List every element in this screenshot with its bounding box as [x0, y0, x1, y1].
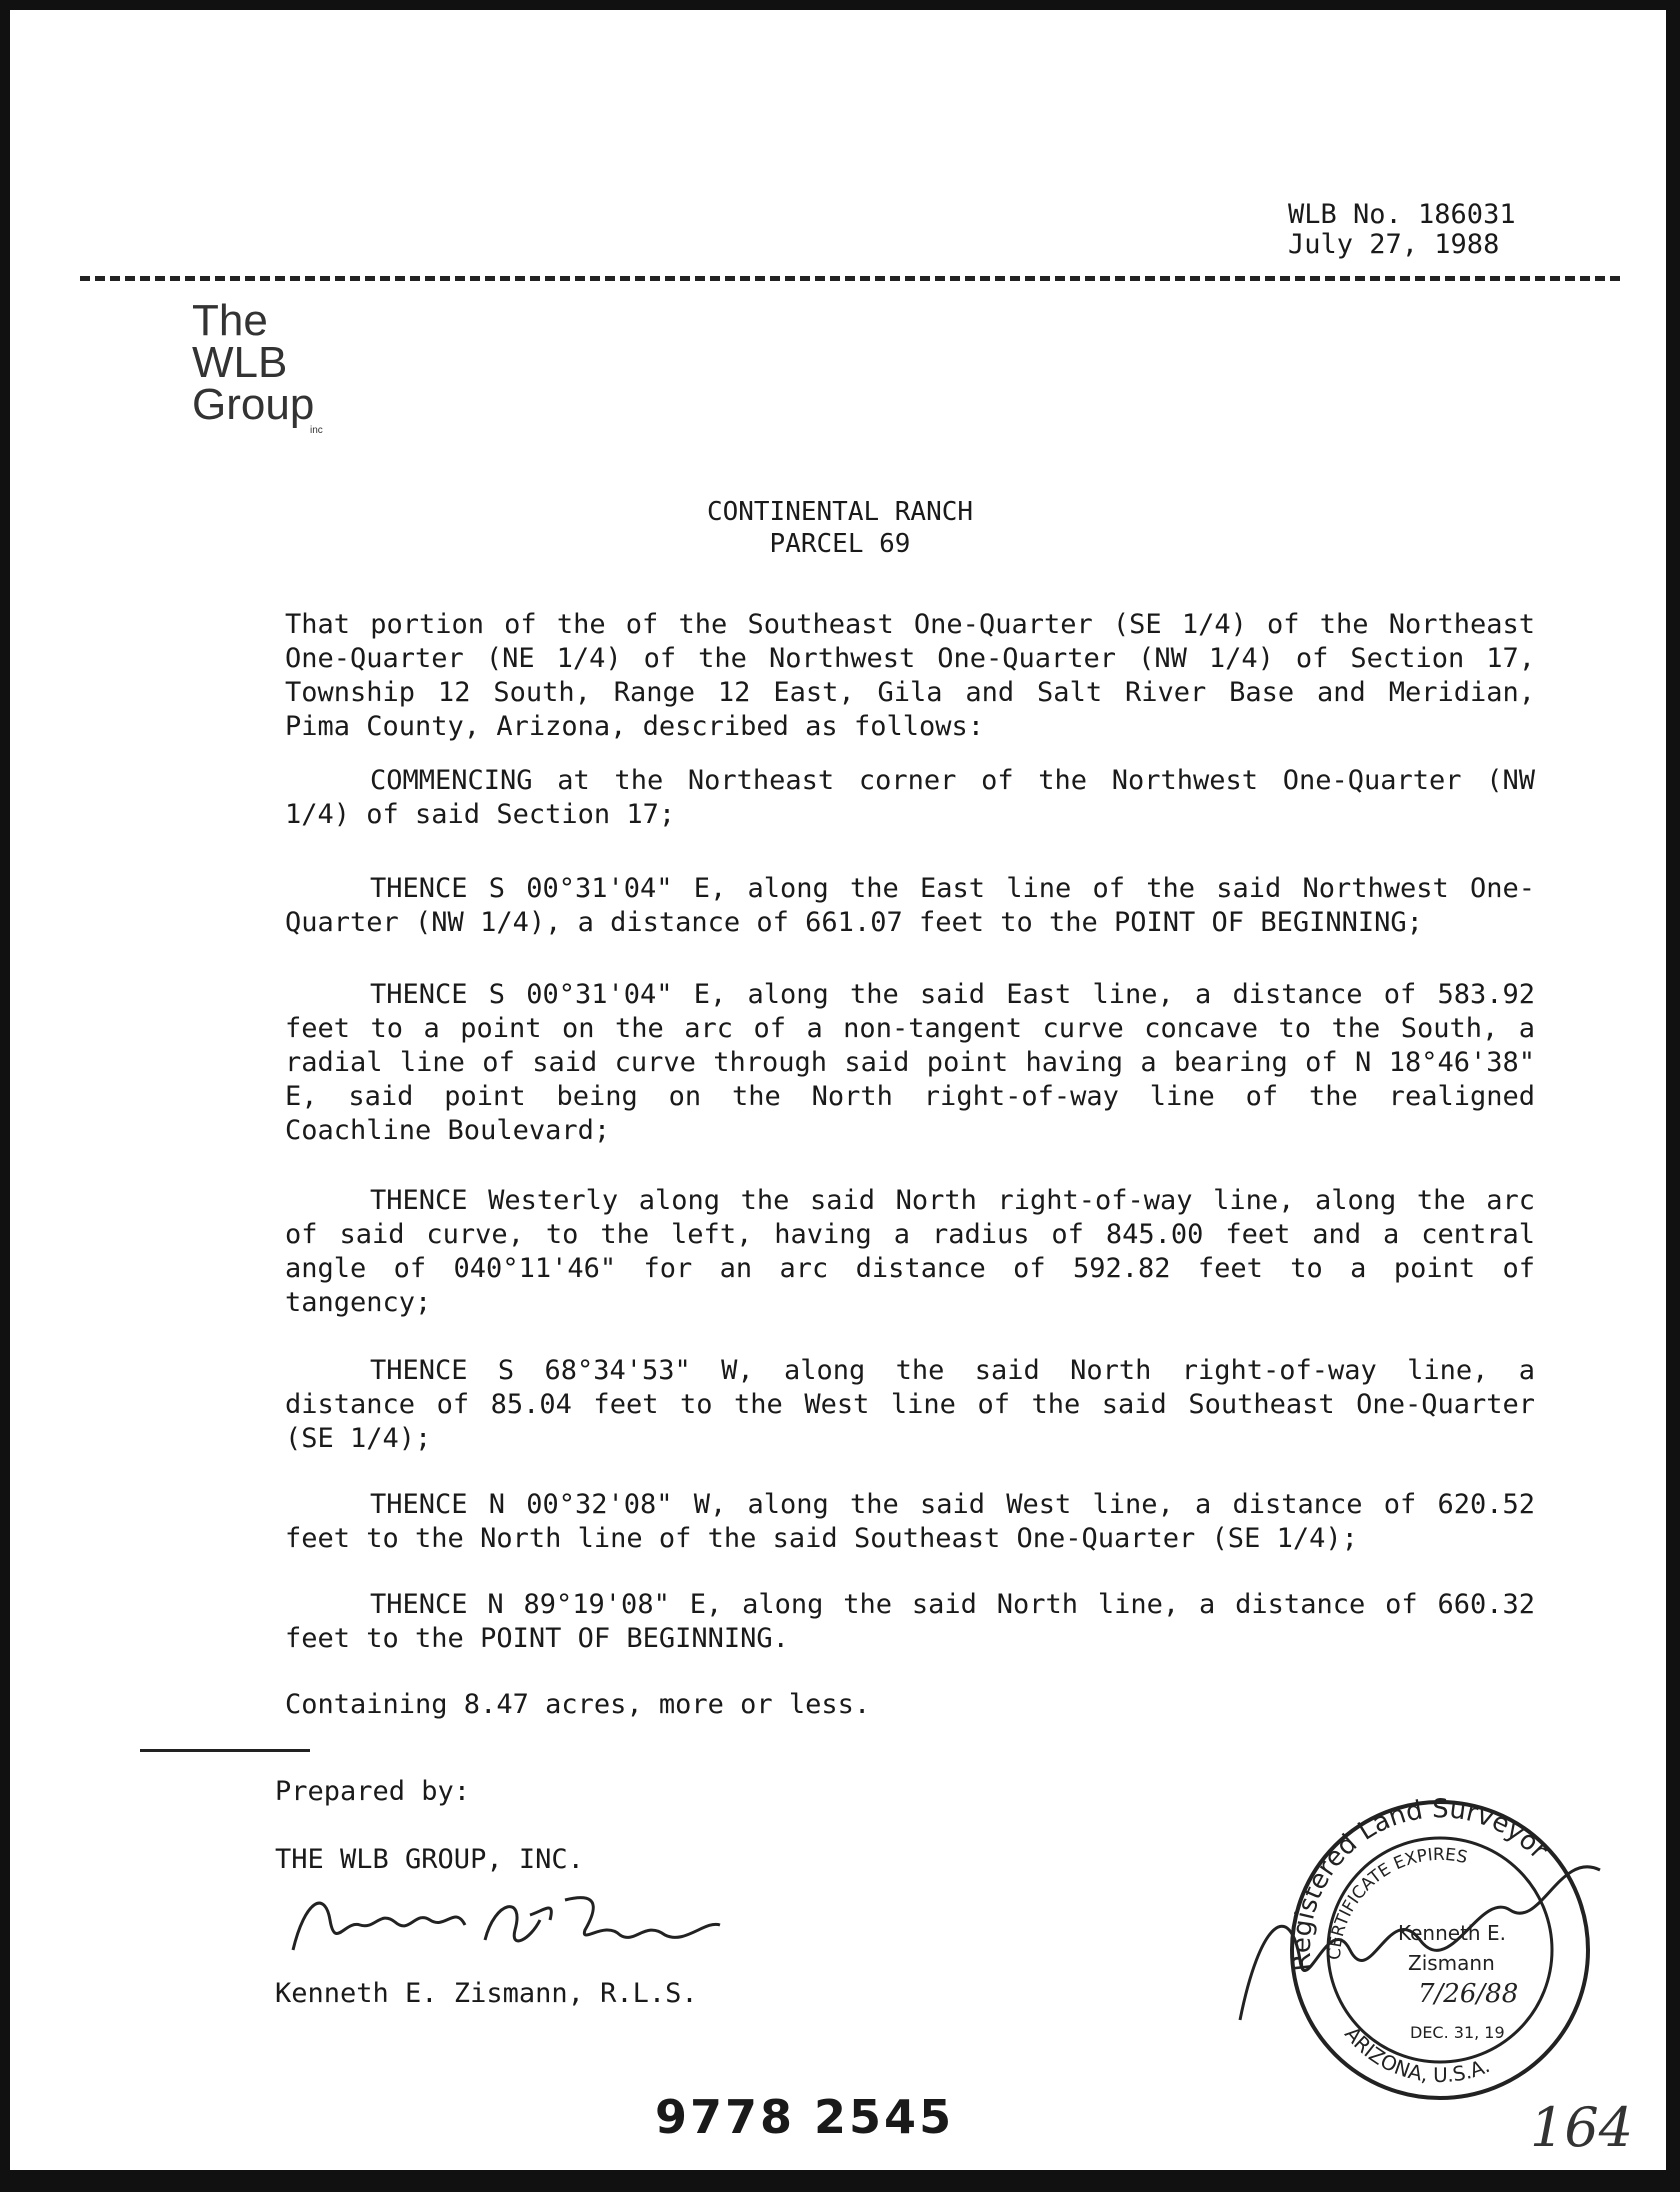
seal-outer-text: Registered Land Surveyor — [1286, 1794, 1554, 1973]
scan-border-right — [1666, 0, 1680, 2192]
document-date: July 27, 1988 — [1288, 229, 1500, 260]
paragraph-course-6: THENCE N 89°19'08" E, along the said North line, a distance of 660.32 feet to the POINT OF BEGINNING. — [285, 1589, 1535, 1654]
paragraph-commencing: COMMENCING at the Northeast corner of the Northwest One-Quarter (NW 1/4) of said Section 17; — [285, 765, 1535, 830]
separator-line — [140, 1749, 310, 1752]
title-line-2: PARCEL 69 — [769, 529, 911, 559]
scan-border-left — [0, 0, 10, 2192]
title-line-1: CONTINENTAL RANCH — [706, 497, 974, 527]
scan-border-top — [0, 0, 1680, 10]
paragraph-course-1: THENCE S 00°31'04" E, along the East line of the said Northwest One-Quarter (NW 1/4), a distance of 661.07 feet to the POINT OF BEGINNING; — [285, 873, 1535, 938]
prepared-by-label: Prepared by: — [275, 1776, 471, 1807]
company-logo — [192, 296, 323, 436]
prepared-by-company: THE WLB GROUP, INC. — [275, 1844, 584, 1875]
seal-state-text: ARIZONA, U.S.A. — [1339, 2021, 1494, 2088]
header-divider — [80, 276, 1620, 281]
paragraph-course-2: THENCE S 00°31'04" E, along the said East line, a distance of 583.92 feet to a point on the arc of a non-tangent curve concave to the South, a radial line of said curve through said point having a bearing of N 18°46'38" E, said point being on the North right-of-way line of the realigned Coachline Boulevard; — [285, 979, 1535, 1146]
logo-line-2: WLB — [192, 338, 288, 387]
handwritten-page-mark: 164 — [1530, 2096, 1634, 2159]
paragraph-intro: That portion of the of the Southeast One-Quarter (SE 1/4) of the Northeast One-Quarter (NE 1/4) of the Northwest One-Quarter (NW 1/4) of Section 17, Township 12 South, Range 12 East, Gila and Salt River Base and Meridian, Pima County, Arizona, described as follows: — [285, 609, 1535, 742]
seal-date: 7/26/88 — [1418, 1979, 1519, 2009]
paragraph-course-3: THENCE Westerly along the said North right-of-way line, along the arc of said curve, to the left, having a radius of 845.00 feet and a central angle of 040°11'46" for an arc distance of 592.82 feet to a point of tangency; — [285, 1185, 1535, 1318]
paragraph-course-4: THENCE S 68°34'53" W, along the said North right-of-way line, a distance of 85.04 feet to the West line of the said Southeast One-Quarter (SE 1/4); — [285, 1355, 1535, 1454]
seal-name-line-2: Zismann — [1408, 1951, 1495, 1975]
paragraph-area: Containing 8.47 acres, more or less. — [285, 1689, 871, 1720]
preparer-name: Kenneth E. Zismann, R.L.S. — [275, 1978, 698, 2009]
wlb-number: WLB No. 186031 — [1288, 199, 1516, 230]
seal-name-line-1: Kenneth E. — [1398, 1921, 1506, 1945]
document-reference — [1288, 200, 1516, 260]
signature-image — [285, 1880, 725, 1970]
scan-border-bottom — [0, 2170, 1680, 2192]
document-title — [640, 496, 1040, 560]
seal-certificate-text: CERTIFICATE EXPIRES — [1324, 1844, 1470, 1961]
logo-line-1: The — [192, 296, 268, 345]
seal-expiry: DEC. 31, 19 — [1410, 2023, 1505, 2042]
paragraph-course-5: THENCE N 00°32'08" W, along the said West line, a distance of 620.52 feet to the North line of the said Southeast One-Quarter (SE 1/4); — [285, 1489, 1535, 1554]
logo-suffix: inc — [310, 425, 323, 436]
document-stamp-number: 9778 2545 — [655, 2090, 955, 2144]
logo-line-3: Group — [192, 380, 315, 429]
surveyor-seal — [1220, 1790, 1610, 2110]
